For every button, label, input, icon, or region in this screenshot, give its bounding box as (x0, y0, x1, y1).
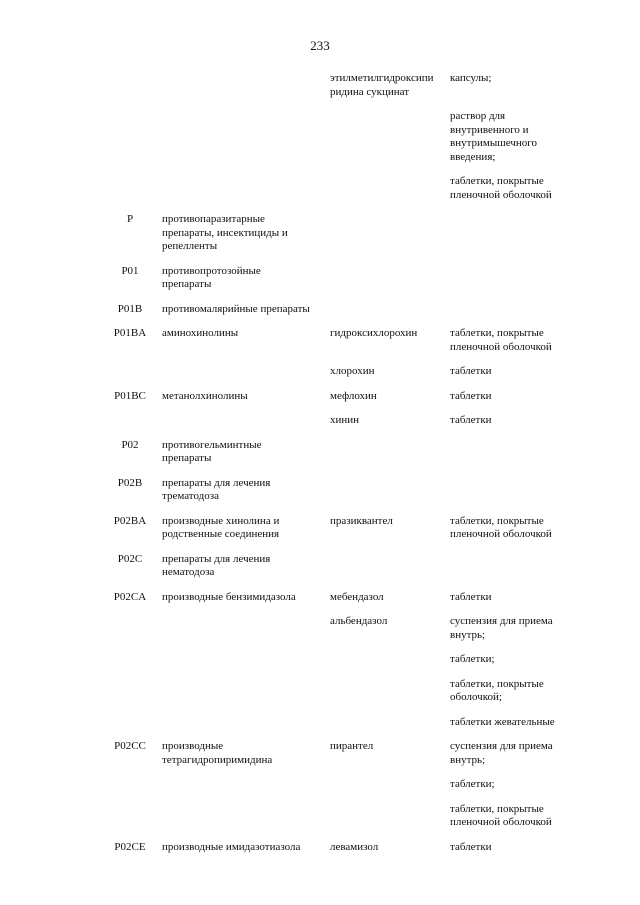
atc-group-name-line: производные хинолина и (162, 514, 280, 527)
dosage-form-line: таблетки (450, 590, 492, 603)
drug-name (330, 615, 450, 629)
dosage-form-line: внутривенного и (450, 123, 529, 136)
dosage-form-line: капсулы; (450, 72, 492, 84)
dosage-form-line: внутримышечного (450, 137, 537, 149)
dosage-form-line: таблетки (450, 414, 492, 426)
atc-code: P01BC (114, 389, 146, 402)
drug-name (330, 365, 450, 379)
atc-group-name-line: метанолхинолины (162, 389, 248, 402)
atc-group-name-line: препараты, инсектициды и (162, 226, 288, 239)
atc-group-name-line: производные имидазотиазола (162, 840, 301, 853)
atc-group-name-line: производные (162, 740, 224, 752)
table-row (100, 841, 600, 855)
drug-name (330, 515, 450, 529)
dosage-form-line: пленочной оболочкой (450, 816, 552, 828)
dosage-form-line: таблетки; (450, 653, 495, 665)
atc-group-name-line: тетрагидропиримидина (162, 753, 273, 766)
table-row (100, 615, 600, 642)
dosage-form (450, 716, 600, 730)
atc-group-name-line: препараты (162, 452, 212, 464)
drug-name-line: хинин (330, 414, 360, 426)
dosage-form (450, 72, 600, 86)
atc-group-name-line: аминохинолины (162, 327, 239, 339)
atc-group-name (160, 553, 330, 580)
dosage-form-line: таблетки, покрытые (450, 802, 544, 815)
table-row (100, 778, 600, 792)
table-row (100, 653, 600, 667)
table-row (100, 110, 600, 164)
dosage-form-line: суспензия для приема (450, 740, 553, 752)
atc-group-name (160, 439, 330, 466)
dosage-form-line: таблетки, покрытые (450, 514, 544, 527)
drug-name (330, 72, 450, 99)
atc-code: P02 (121, 438, 139, 451)
drug-name-line: мефлохин (330, 389, 377, 402)
dosage-form-line: таблетки, покрытые (450, 327, 544, 339)
dosage-form-line: таблетки жевательные (450, 715, 555, 728)
atc-code: P01 (121, 264, 139, 277)
atc-code: P (126, 213, 134, 225)
atc-group-name-line: противомалярийные препараты (162, 302, 310, 315)
atc-group-name-line: препараты для лечения (162, 552, 271, 565)
dosage-form-line: внутрь; (450, 753, 486, 766)
table-row (100, 327, 600, 354)
dosage-form (450, 110, 600, 164)
drug-name (330, 591, 450, 605)
dosage-form-line: пленочной оболочкой (450, 528, 552, 540)
dosage-form-line: таблетки (450, 840, 492, 853)
dosage-form-line: введения; (450, 150, 496, 163)
atc-group-name (160, 327, 330, 341)
drug-name-line: гидроксихлорохин (330, 327, 418, 339)
atc-group-name-line: препараты для лечения (162, 476, 271, 489)
dosage-form-line: таблетки; (450, 778, 495, 790)
drug-table (100, 72, 600, 865)
dosage-form-line: пленочной оболочкой (450, 340, 552, 353)
table-row (100, 591, 600, 605)
dosage-form-line: раствор для (450, 110, 506, 122)
table-row (100, 265, 600, 292)
table-row (100, 72, 600, 99)
dosage-form (450, 653, 600, 667)
table-row (100, 439, 600, 466)
dosage-form (450, 615, 600, 642)
drug-name (330, 327, 450, 341)
atc-group-name-line: производные бензимидазола (162, 590, 296, 603)
atc-group-name (160, 303, 330, 317)
table-row (100, 477, 600, 504)
atc-group-name (160, 740, 330, 767)
page-number: 233 (310, 38, 330, 53)
atc-group-name (160, 591, 330, 605)
dosage-form (450, 841, 600, 855)
atc-group-name-line: противопротозойные (162, 264, 261, 277)
atc-group-name (160, 390, 330, 404)
drug-name (330, 390, 450, 404)
drug-name-line: ридина сукцинат (330, 85, 410, 98)
dosage-form (450, 740, 600, 767)
atc-group-name-line: трематодоза (162, 490, 219, 502)
dosage-form-line: оболочкой; (450, 691, 502, 703)
table-row (100, 303, 600, 317)
atc-group-name (160, 515, 330, 542)
table-row (100, 175, 600, 202)
dosage-form (450, 591, 600, 605)
atc-group-name-line: нематодоза (162, 566, 215, 578)
drug-name (330, 841, 450, 855)
drug-name-line: празиквантел (330, 514, 393, 527)
atc-code: P02CC (114, 740, 146, 752)
dosage-form-line: суспензия для приема (450, 615, 553, 627)
dosage-form (450, 678, 600, 705)
atc-group-name (160, 841, 330, 855)
table-row (100, 390, 600, 404)
dosage-form-line: таблетки, покрытые (450, 175, 544, 187)
dosage-form-line: внутрь; (450, 628, 486, 641)
dosage-form (450, 175, 600, 202)
dosage-form (450, 778, 600, 792)
drug-name-line: левамизол (330, 840, 379, 853)
table-row (100, 740, 600, 767)
atc-code: P01B (117, 302, 143, 315)
atc-code: P02BA (113, 514, 147, 527)
drug-name-line: пирантел (330, 740, 374, 752)
dosage-form (450, 327, 600, 354)
table-row (100, 716, 600, 730)
dosage-form (450, 365, 600, 379)
dosage-form-line: таблетки (450, 389, 492, 402)
dosage-form-line: пленочной оболочкой (450, 188, 552, 201)
table-row (100, 678, 600, 705)
dosage-form (450, 515, 600, 542)
atc-group-name (160, 265, 330, 292)
atc-group-name-line: репелленты (162, 240, 218, 252)
table-row (100, 365, 600, 379)
table-row (100, 414, 600, 428)
drug-name (330, 740, 450, 754)
atc-code: P02C (117, 552, 143, 565)
dosage-form-line: таблетки, покрытые (450, 677, 544, 690)
table-row (100, 803, 600, 830)
atc-code: P01BA (113, 327, 147, 339)
dosage-form (450, 390, 600, 404)
atc-group-name (160, 213, 330, 254)
drug-name-line: альбендазол (330, 615, 388, 627)
atc-code: P02CA (113, 590, 147, 603)
table-row (100, 553, 600, 580)
drug-name (330, 414, 450, 428)
atc-group-name-line: родственные соединения (162, 528, 280, 540)
atc-group-name-line: препараты (162, 278, 212, 290)
atc-group-name-line: противогельминтные (162, 438, 262, 451)
atc-code: P02B (117, 476, 143, 489)
dosage-form (450, 803, 600, 830)
atc-group-name (160, 477, 330, 504)
dosage-form (450, 414, 600, 428)
drug-name-line: мебендазол (330, 590, 384, 603)
table-row (100, 213, 600, 254)
drug-name-line: хлорохин (330, 365, 375, 377)
drug-name-line: этилметилгидроксипи (330, 72, 434, 84)
dosage-form-line: таблетки (450, 365, 492, 377)
table-row (100, 515, 600, 542)
atc-code: P02CE (114, 840, 146, 853)
atc-group-name-line: противопаразитарные (162, 213, 265, 225)
